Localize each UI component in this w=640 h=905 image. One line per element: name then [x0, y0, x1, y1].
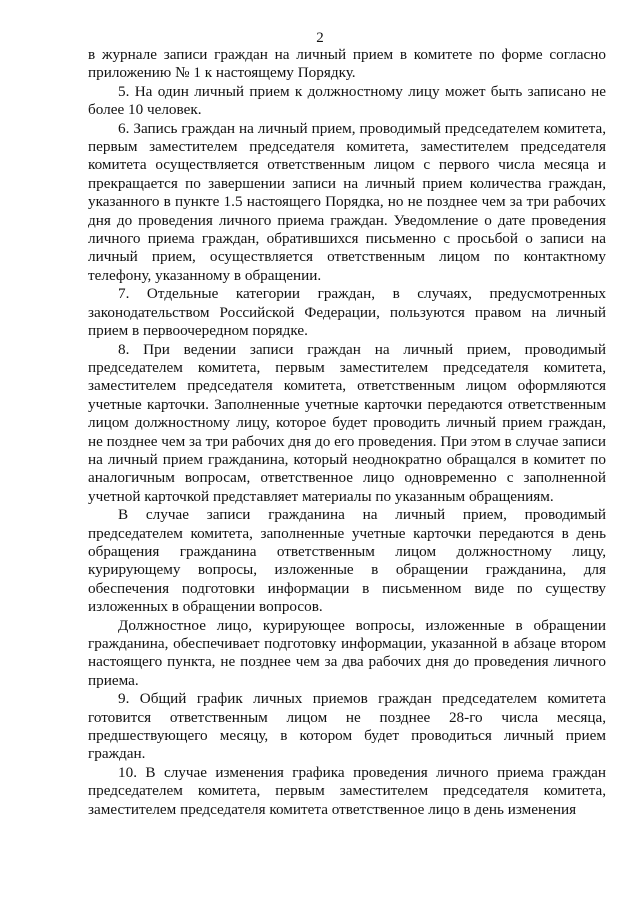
paragraph-item-8-third: Должностное лицо, курирующее вопросы, изложенные в обращении гражданина, обеспечивает подготовку информации, указанной в абзаце втором настоящего пункта, не позднее чем за два рабочих дня до проведения личного приема.	[88, 616, 606, 689]
paragraph-item-10: 10. В случае изменения графика проведения личного приема граждан председателем комитета, первым заместителем председателя комитета, заместителем председателя комитета ответственное лицо в день изменения	[88, 763, 606, 818]
document-body	[88, 46, 606, 819]
paragraph-item-8-second: В случае записи гражданина на личный прием, проводимый председателем комитета, заполненные учетные карточки передаются в день обращения гражданина ответственным лицом должностному лицу, курирующему вопросы, изложенные в обращении гражданина, для обеспечения подготовки информации в письменном виде по существу изложенных в обращении вопросов.	[88, 506, 606, 616]
paragraph-continuation: в журнале записи граждан на личный прием в комитете по форме согласно приложению № 1 к настоящему Порядку.	[88, 46, 606, 82]
paragraph-item-6: 6. Запись граждан на личный прием, проводимый председателем комитета, первым заместителем председателя комитета, заместителем председателя комитета осуществляется ответственным лицом с первого числа месяца и прекращается по завершении записи на личный прием количества граждан, указанного в пункте 1.5 настоящего Порядка, но не позднее чем за три рабочих дня до проведения личного приема граждан. Уведомление о дате проведения личного приема граждан, обратившихся письменно с просьбой о записи на личный прием, осуществляется ответственным лицом по контактному телефону, указанному в обращении.	[88, 119, 606, 284]
paragraph-item-8: 8. При ведении записи граждан на личный прием, проводимый председателем комитета, первым заместителем председателя комитета, заместителем председателя комитета, ответственным лицом оформляются учетные карточки. Заполненные учетные карточки передаются ответственным лицом должностному лицу, которое будет проводить личный прием граждан, не позднее чем за три рабочих дня до его проведения. При этом в случае записи на личный прием гражданина, который неоднократно обращался в комитет по аналогичным вопросам, ответственное лицо одновременно с заполненной учетной карточкой представляет материалы по указанным обращениям.	[88, 340, 606, 505]
paragraph-item-7: 7. Отдельные категории граждан, в случаях, предусмотренных законодательством Российской Федерации, пользуются правом на личный прием в первоочередном порядке.	[88, 285, 606, 340]
page-number: 2	[316, 30, 324, 46]
paragraph-item-9: 9. Общий график личных приемов граждан председателем комитета готовится ответственным лицом не позднее 28-го числа месяца, предшествующего месяцу, в котором будет проводиться личный прием граждан.	[88, 690, 606, 763]
paragraph-item-5: 5. На один личный прием к должностному лицу может быть записано не более 10 человек.	[88, 82, 606, 119]
